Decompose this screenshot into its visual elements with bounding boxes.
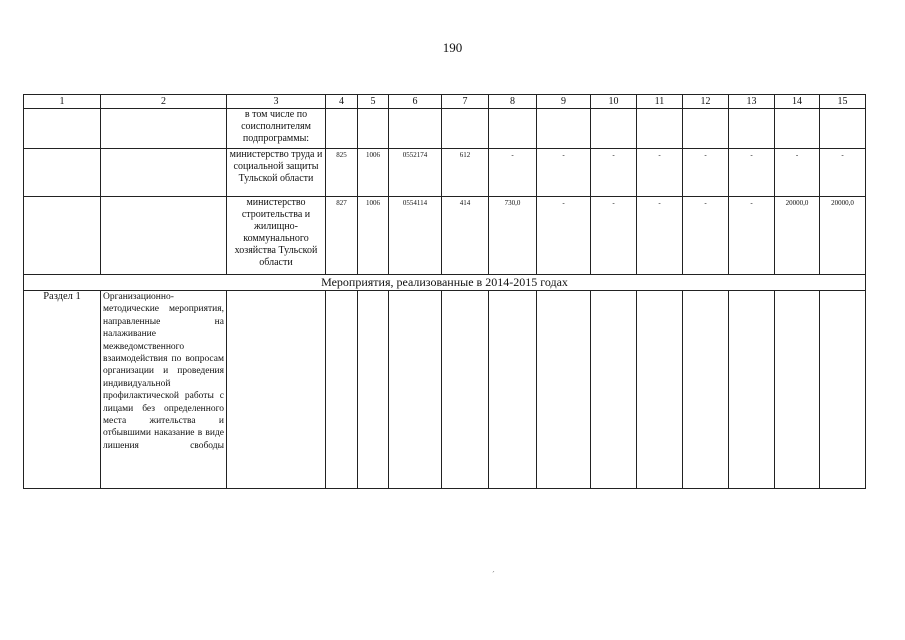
value-cell: 612 (442, 149, 489, 197)
column-header: 6 (389, 95, 442, 109)
value-cell (729, 109, 775, 149)
value-cell: 827 (326, 197, 358, 275)
value-cell (358, 109, 389, 149)
value-cell (489, 109, 537, 149)
stray-mark: ´ (492, 570, 495, 579)
column-header: 1 (24, 95, 101, 109)
table-cell (389, 291, 442, 489)
value-cell (326, 109, 358, 149)
table-cell (326, 291, 358, 489)
executor-cell: министерство труда и социальной защиты Тульской области (227, 149, 326, 197)
column-header: 9 (537, 95, 591, 109)
table-cell (101, 149, 227, 197)
value-cell: - (683, 149, 729, 197)
table-cell (637, 291, 683, 489)
table-cell (442, 291, 489, 489)
column-header: 12 (683, 95, 729, 109)
table-cell (24, 197, 101, 275)
table-cell (729, 291, 775, 489)
value-cell: 1006 (358, 149, 389, 197)
table-row (24, 149, 866, 197)
table-cell (24, 109, 101, 149)
column-header: 14 (775, 95, 820, 109)
value-cell: - (729, 149, 775, 197)
table-cell (358, 291, 389, 489)
value-cell: - (537, 197, 591, 275)
value-cell: 825 (326, 149, 358, 197)
table-cell (683, 291, 729, 489)
column-header: 4 (326, 95, 358, 109)
value-cell: - (489, 149, 537, 197)
column-header: 10 (591, 95, 637, 109)
value-cell: - (537, 149, 591, 197)
column-header: 3 (227, 95, 326, 109)
table-row (24, 109, 866, 149)
value-cell: 730,0 (489, 197, 537, 275)
column-header: 2 (101, 95, 227, 109)
value-cell (591, 109, 637, 149)
section-description-text: Организационно-методические мероприятия, направленные на налаживание межведомственного взаимодействия по вопросам организации и проведения индивидуальной профилактической работы с лицами без определенного места жительства и отбывшими наказание в виде лишения свободы (103, 292, 224, 451)
value-cell (389, 109, 442, 149)
table-cell (101, 109, 227, 149)
column-header: 8 (489, 95, 537, 109)
column-number-row (24, 95, 866, 109)
value-cell: - (729, 197, 775, 275)
section-label: Раздел 1 (24, 291, 101, 489)
section-description (101, 291, 227, 489)
value-cell: 0552174 (389, 149, 442, 197)
section-title: Мероприятия, реализованные в 2014-2015 годах (24, 275, 866, 291)
value-cell (820, 109, 866, 149)
value-cell: 20000,0 (775, 197, 820, 275)
value-cell: - (637, 149, 683, 197)
page-number: 190 (442, 40, 463, 55)
table-cell (537, 291, 591, 489)
column-header: 7 (442, 95, 489, 109)
table-cell (227, 291, 326, 489)
column-header: 11 (637, 95, 683, 109)
value-cell: - (775, 149, 820, 197)
value-cell: 1006 (358, 197, 389, 275)
value-cell (442, 109, 489, 149)
executor-cell: министерство строительства и жилищно-коммунального хозяйства Тульской области (227, 197, 326, 275)
column-header: 5 (358, 95, 389, 109)
value-cell (683, 109, 729, 149)
table-cell (591, 291, 637, 489)
executor-cell: в том числе по соисполнителям подпрограммы: (227, 109, 326, 149)
value-cell (537, 109, 591, 149)
value-cell: 20000,0 (820, 197, 866, 275)
table-cell (489, 291, 537, 489)
value-cell: 414 (442, 197, 489, 275)
table-cell (820, 291, 866, 489)
table-cell (101, 197, 227, 275)
column-header: 15 (820, 95, 866, 109)
section-heading-row (24, 275, 866, 291)
value-cell: - (637, 197, 683, 275)
value-cell (775, 109, 820, 149)
value-cell (637, 109, 683, 149)
column-header: 13 (729, 95, 775, 109)
value-cell: - (591, 197, 637, 275)
value-cell: - (591, 149, 637, 197)
table-cell (775, 291, 820, 489)
section-row (24, 291, 866, 489)
value-cell: - (683, 197, 729, 275)
value-cell: - (820, 149, 866, 197)
table-cell (24, 149, 101, 197)
budget-table (23, 94, 866, 489)
value-cell: 0554114 (389, 197, 442, 275)
table-row (24, 197, 866, 275)
